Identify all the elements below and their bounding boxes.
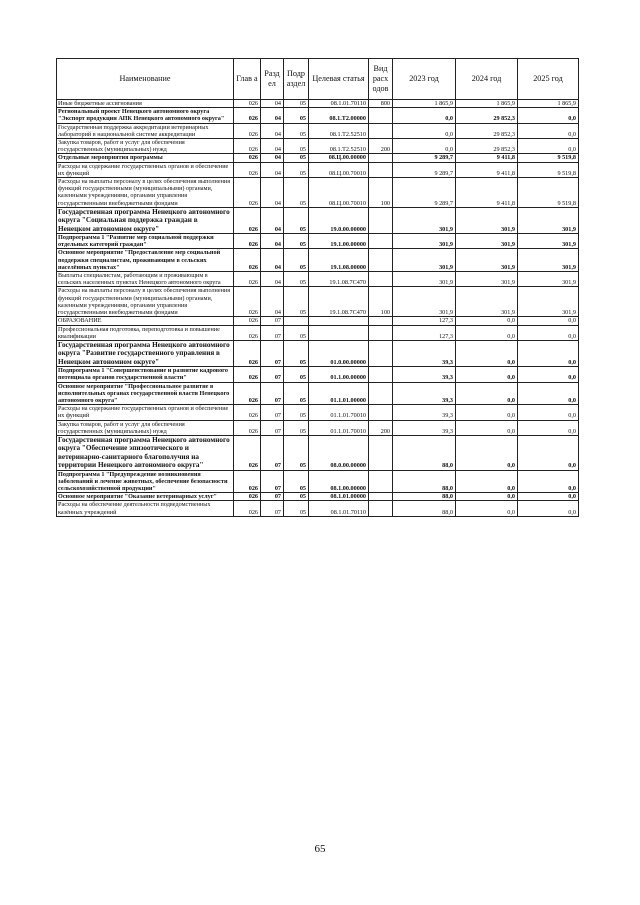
cell-chapter: 026 — [234, 178, 261, 208]
cell-year-2023: 0,0 — [393, 123, 456, 138]
cell-year-2024: 29 852,3 — [456, 108, 518, 123]
cell-year-2023: 39,3 — [393, 420, 456, 435]
cell-section: 07 — [261, 382, 284, 405]
cell-subsection: 05 — [284, 162, 309, 177]
cell-expense-type — [369, 162, 393, 177]
cell-year-2024: 0,0 — [456, 340, 518, 366]
cell-target-article: 08.Ц.00.00000 — [309, 154, 369, 162]
cell-name: Закупка товаров, работ и услуг для обеспечения государственных (муниципальных) нужд — [57, 420, 234, 435]
cell-year-2025: 0,0 — [518, 317, 579, 325]
cell-target-article: 19.1.08.00000 — [309, 249, 369, 272]
cell-subsection: 05 — [284, 100, 309, 108]
table-row — [57, 108, 579, 123]
cell-name: Региональный проект Ненецкого автономного округа "Экспорт продукции АПК Ненецкого автономного округа" — [57, 108, 234, 123]
cell-section: 07 — [261, 325, 284, 340]
cell-subsection: 05 — [284, 405, 309, 420]
cell-target-article: 01.1.00.00000 — [309, 367, 369, 382]
table-row — [57, 435, 579, 470]
cell-name: Основное мероприятие "Предоставление мер социальной поддержки специалистам, проживающим в сельских населённых пунктах" — [57, 249, 234, 272]
cell-chapter: 026 — [234, 317, 261, 325]
cell-subsection: 05 — [284, 154, 309, 162]
cell-target-article: 19.1.08.7С470 — [309, 272, 369, 287]
table-row — [57, 162, 579, 177]
cell-expense-type: 800 — [369, 100, 393, 108]
cell-expense-type — [369, 435, 393, 470]
cell-year-2025: 301,9 — [518, 272, 579, 287]
cell-name: Подпрограмма 1 "Предупреждение возникновения заболеваний и лечение животных, обеспечение безопасности сельскохозяйственной продукции" — [57, 470, 234, 493]
cell-target-article: 08.1.Т2.00000 — [309, 108, 369, 123]
cell-name: Закупка товаров, работ и услуг для обеспечения государственных (муниципальных) нужд — [57, 139, 234, 154]
cell-expense-type — [369, 493, 393, 501]
table-row — [57, 123, 579, 138]
cell-year-2023: 39,3 — [393, 340, 456, 366]
cell-name: Выплаты специалистам, работающим и проживающим в сельских населенных пунктах Ненецкого автономного округа — [57, 272, 234, 287]
cell-year-2023: 127,3 — [393, 325, 456, 340]
table-row — [57, 249, 579, 272]
cell-expense-type — [369, 405, 393, 420]
cell-year-2024: 0,0 — [456, 470, 518, 493]
cell-section: 04 — [261, 139, 284, 154]
cell-name: Расходы на обеспечение деятельности подведомственных казённых учреждений — [57, 501, 234, 516]
cell-year-2023: 301,9 — [393, 272, 456, 287]
table-row — [57, 470, 579, 493]
cell-expense-type — [369, 340, 393, 366]
cell-chapter: 026 — [234, 108, 261, 123]
table-row — [57, 501, 579, 516]
table-row — [57, 234, 579, 249]
cell-target-article: 08.1.00.00000 — [309, 470, 369, 493]
header-year-2024: 2024 год — [456, 59, 518, 100]
cell-year-2024: 301,9 — [456, 249, 518, 272]
cell-expense-type — [369, 154, 393, 162]
cell-year-2024: 9 411,8 — [456, 178, 518, 208]
cell-chapter: 026 — [234, 435, 261, 470]
cell-year-2025: 301,9 — [518, 234, 579, 249]
cell-section: 07 — [261, 470, 284, 493]
cell-chapter: 026 — [234, 420, 261, 435]
cell-target-article: 01.1.01.70010 — [309, 420, 369, 435]
cell-target-article — [309, 325, 369, 340]
cell-subsection: 05 — [284, 207, 309, 233]
header-section: Разд ел — [261, 59, 284, 100]
cell-year-2024: 29 852,3 — [456, 123, 518, 138]
cell-chapter: 026 — [234, 100, 261, 108]
cell-section: 04 — [261, 162, 284, 177]
cell-target-article: 19.1.00.00000 — [309, 234, 369, 249]
table-row — [57, 207, 579, 233]
cell-year-2023: 9 289,7 — [393, 154, 456, 162]
cell-chapter: 026 — [234, 367, 261, 382]
cell-year-2025: 301,9 — [518, 207, 579, 233]
cell-section: 04 — [261, 154, 284, 162]
cell-target-article: 08.1.Т2.52510 — [309, 139, 369, 154]
cell-section: 07 — [261, 405, 284, 420]
cell-section: 07 — [261, 420, 284, 435]
cell-year-2024: 301,9 — [456, 207, 518, 233]
table-row — [57, 367, 579, 382]
header-subsection: Подр аздел — [284, 59, 309, 100]
cell-year-2024: 0,0 — [456, 382, 518, 405]
cell-chapter: 026 — [234, 207, 261, 233]
cell-year-2024: 29 852,3 — [456, 139, 518, 154]
cell-chapter: 026 — [234, 123, 261, 138]
cell-name: Основное мероприятие "Профессиональное развитие в исполнительных органах государственной власти Ненецкого автономного округа" — [57, 382, 234, 405]
cell-section: 04 — [261, 234, 284, 249]
cell-year-2025: 0,0 — [518, 139, 579, 154]
cell-section: 04 — [261, 100, 284, 108]
cell-section: 04 — [261, 123, 284, 138]
cell-year-2024: 301,9 — [456, 287, 518, 317]
table-row — [57, 178, 579, 208]
header-chapter: Глав а — [234, 59, 261, 100]
cell-year-2023: 88,0 — [393, 470, 456, 493]
cell-name: Расходы на выплаты персоналу в целях обеспечения выполнения функций государственными (муниципальными) органами, казенными учреждениями, органами управления государственными внебюджетными фондами — [57, 287, 234, 317]
cell-chapter: 026 — [234, 340, 261, 366]
cell-name: Подпрограмма 1 "Развитие мер социальной поддержки отдельных категорий граждан" — [57, 234, 234, 249]
cell-year-2024: 9 411,8 — [456, 154, 518, 162]
cell-target-article: 19.1.08.7С470 — [309, 287, 369, 317]
cell-year-2024: 0,0 — [456, 317, 518, 325]
cell-name: Профессиональная подготовка, переподготовка и повышение квалификации — [57, 325, 234, 340]
cell-year-2025: 0,0 — [518, 501, 579, 516]
header-expense-type: Вид расх одов — [369, 59, 393, 100]
cell-subsection: 05 — [284, 470, 309, 493]
cell-target-article: 08.1.01.00000 — [309, 493, 369, 501]
cell-subsection: 05 — [284, 435, 309, 470]
cell-name: Расходы на содержание государственных органов и обеспечение их функций — [57, 162, 234, 177]
cell-chapter: 026 — [234, 139, 261, 154]
cell-year-2024: 301,9 — [456, 234, 518, 249]
table-header-row — [57, 59, 579, 100]
cell-year-2025: 0,0 — [518, 367, 579, 382]
cell-subsection: 05 — [284, 249, 309, 272]
cell-chapter: 026 — [234, 501, 261, 516]
cell-name: Государственная программа Ненецкого автономного округа "Развитие государственного управления в Ненецком автономном округе" — [57, 340, 234, 366]
cell-subsection: 05 — [284, 420, 309, 435]
cell-target-article: 08.1.01.70110 — [309, 501, 369, 516]
cell-expense-type: 200 — [369, 420, 393, 435]
cell-name: Основное мероприятие "Оказание ветеринарных услуг" — [57, 493, 234, 501]
cell-year-2023: 88,0 — [393, 435, 456, 470]
cell-year-2024: 0,0 — [456, 493, 518, 501]
cell-name: Государственная программа Ненецкого автономного округа "Социальная поддержка граждан в Ненецком автономном округе" — [57, 207, 234, 233]
cell-year-2024: 0,0 — [456, 501, 518, 516]
table-row — [57, 287, 579, 317]
cell-chapter: 026 — [234, 493, 261, 501]
cell-chapter: 026 — [234, 162, 261, 177]
cell-expense-type — [369, 317, 393, 325]
cell-year-2025: 9 519,8 — [518, 154, 579, 162]
cell-name: Расходы на выплаты персоналу в целях обеспечения выполнения функций государственными (муниципальными) органами, казенными учреждениями, органами управления государственными внебюджетными фондами — [57, 178, 234, 208]
cell-subsection: 05 — [284, 108, 309, 123]
cell-section: 04 — [261, 287, 284, 317]
cell-year-2023: 1 865,9 — [393, 100, 456, 108]
cell-year-2025: 0,0 — [518, 382, 579, 405]
cell-year-2025: 0,0 — [518, 435, 579, 470]
cell-year-2025: 1 865,9 — [518, 100, 579, 108]
cell-year-2024: 0,0 — [456, 367, 518, 382]
cell-year-2023: 301,9 — [393, 207, 456, 233]
cell-chapter: 026 — [234, 234, 261, 249]
cell-subsection: 05 — [284, 178, 309, 208]
table-row — [57, 325, 579, 340]
cell-year-2024: 9 411,8 — [456, 162, 518, 177]
cell-expense-type — [369, 249, 393, 272]
cell-expense-type — [369, 325, 393, 340]
page-number: 65 — [314, 843, 326, 855]
table-row — [57, 154, 579, 162]
cell-year-2023: 88,0 — [393, 501, 456, 516]
cell-target-article: 01.1.01.00000 — [309, 382, 369, 405]
cell-year-2023: 39,3 — [393, 367, 456, 382]
cell-subsection: 05 — [284, 493, 309, 501]
cell-year-2023: 301,9 — [393, 234, 456, 249]
table-row — [57, 420, 579, 435]
cell-section: 04 — [261, 207, 284, 233]
cell-target-article: 08.Ц.00.70010 — [309, 178, 369, 208]
cell-target-article: 08.1.Т2.52510 — [309, 123, 369, 138]
cell-name: ОБРАЗОВАНИЕ — [57, 317, 234, 325]
header-name: Наименование — [57, 59, 234, 100]
cell-expense-type — [369, 123, 393, 138]
cell-section: 04 — [261, 272, 284, 287]
cell-section: 07 — [261, 317, 284, 325]
cell-year-2025: 0,0 — [518, 420, 579, 435]
cell-subsection: 05 — [284, 382, 309, 405]
cell-chapter: 026 — [234, 249, 261, 272]
header-target-article: Целевая статья — [309, 59, 369, 100]
cell-year-2025: 301,9 — [518, 287, 579, 317]
cell-chapter: 026 — [234, 470, 261, 493]
cell-expense-type — [369, 207, 393, 233]
cell-year-2025: 9 519,8 — [518, 162, 579, 177]
cell-target-article: 08.1.01.70110 — [309, 100, 369, 108]
cell-year-2023: 9 289,7 — [393, 162, 456, 177]
cell-year-2023: 0,0 — [393, 139, 456, 154]
cell-target-article: 08.0.00.00000 — [309, 435, 369, 470]
cell-chapter: 026 — [234, 154, 261, 162]
table-row — [57, 340, 579, 366]
cell-target-article: 01.0.00.00000 — [309, 340, 369, 366]
cell-subsection: 05 — [284, 367, 309, 382]
cell-year-2025: 0,0 — [518, 470, 579, 493]
cell-year-2025: 0,0 — [518, 405, 579, 420]
cell-expense-type: 100 — [369, 178, 393, 208]
cell-year-2024: 1 865,9 — [456, 100, 518, 108]
cell-year-2024: 0,0 — [456, 405, 518, 420]
cell-section: 07 — [261, 501, 284, 516]
header-year-2025: 2025 год — [518, 59, 579, 100]
table-row — [57, 493, 579, 501]
cell-subsection: 05 — [284, 287, 309, 317]
cell-subsection: 05 — [284, 139, 309, 154]
cell-expense-type — [369, 367, 393, 382]
cell-section: 04 — [261, 178, 284, 208]
cell-target-article — [309, 317, 369, 325]
cell-subsection: 05 — [284, 123, 309, 138]
cell-year-2023: 9 289,7 — [393, 178, 456, 208]
table-row — [57, 405, 579, 420]
cell-subsection: 05 — [284, 272, 309, 287]
cell-year-2025: 0,0 — [518, 108, 579, 123]
table-row — [57, 272, 579, 287]
cell-chapter: 026 — [234, 272, 261, 287]
cell-year-2025: 0,0 — [518, 123, 579, 138]
cell-year-2025: 0,0 — [518, 340, 579, 366]
table-row — [57, 382, 579, 405]
cell-section: 07 — [261, 493, 284, 501]
cell-target-article: 19.0.00.00000 — [309, 207, 369, 233]
cell-target-article: 08.Ц.00.70010 — [309, 162, 369, 177]
cell-year-2023: 88,0 — [393, 493, 456, 501]
cell-expense-type: 200 — [369, 139, 393, 154]
cell-chapter: 026 — [234, 325, 261, 340]
cell-expense-type — [369, 470, 393, 493]
cell-name: Государственная поддержка аккредитации ветеринарных лабораторий в национальной системе аккредитации — [57, 123, 234, 138]
cell-expense-type: 100 — [369, 287, 393, 317]
table-row — [57, 317, 579, 325]
cell-section: 04 — [261, 249, 284, 272]
cell-section: 07 — [261, 340, 284, 366]
cell-year-2025: 9 519,8 — [518, 178, 579, 208]
table-body — [57, 100, 579, 517]
cell-chapter: 026 — [234, 287, 261, 317]
cell-year-2023: 0,0 — [393, 108, 456, 123]
cell-target-article: 01.1.01.70010 — [309, 405, 369, 420]
cell-year-2024: 0,0 — [456, 420, 518, 435]
cell-subsection: 05 — [284, 325, 309, 340]
cell-year-2023: 127,3 — [393, 317, 456, 325]
cell-year-2024: 0,0 — [456, 435, 518, 470]
cell-name: Иные бюджетные ассигнования — [57, 100, 234, 108]
cell-expense-type — [369, 108, 393, 123]
budget-document — [56, 58, 578, 517]
cell-expense-type — [369, 501, 393, 516]
cell-name: Подпрограмма 1 "Совершенствование и развитие кадрового потенциала органов государственной власти" — [57, 367, 234, 382]
cell-expense-type — [369, 272, 393, 287]
cell-year-2023: 39,3 — [393, 405, 456, 420]
table-row — [57, 100, 579, 108]
cell-subsection: 05 — [284, 234, 309, 249]
cell-chapter: 026 — [234, 405, 261, 420]
cell-section: 07 — [261, 367, 284, 382]
cell-name: Отдельные мероприятия программы — [57, 154, 234, 162]
cell-year-2024: 301,9 — [456, 272, 518, 287]
cell-year-2024: 0,0 — [456, 325, 518, 340]
cell-expense-type — [369, 382, 393, 405]
cell-year-2025: 0,0 — [518, 325, 579, 340]
cell-section: 04 — [261, 108, 284, 123]
cell-subsection: 05 — [284, 501, 309, 516]
cell-name: Расходы на содержание государственных органов и обеспечение их функций — [57, 405, 234, 420]
cell-subsection — [284, 317, 309, 325]
cell-name: Государственная программа Ненецкого автономного округа "Обеспечение эпизоотического и ветеринарно-санитарного благополучия на территории Ненецкого автономного округа" — [57, 435, 234, 470]
table-row — [57, 139, 579, 154]
cell-year-2023: 301,9 — [393, 249, 456, 272]
cell-year-2025: 0,0 — [518, 493, 579, 501]
cell-section: 07 — [261, 435, 284, 470]
cell-expense-type — [369, 234, 393, 249]
budget-table — [56, 58, 579, 517]
cell-year-2023: 39,3 — [393, 382, 456, 405]
header-year-2023: 2023 год — [393, 59, 456, 100]
cell-chapter: 026 — [234, 382, 261, 405]
cell-year-2023: 301,9 — [393, 287, 456, 317]
cell-subsection: 05 — [284, 340, 309, 366]
cell-year-2025: 301,9 — [518, 249, 579, 272]
